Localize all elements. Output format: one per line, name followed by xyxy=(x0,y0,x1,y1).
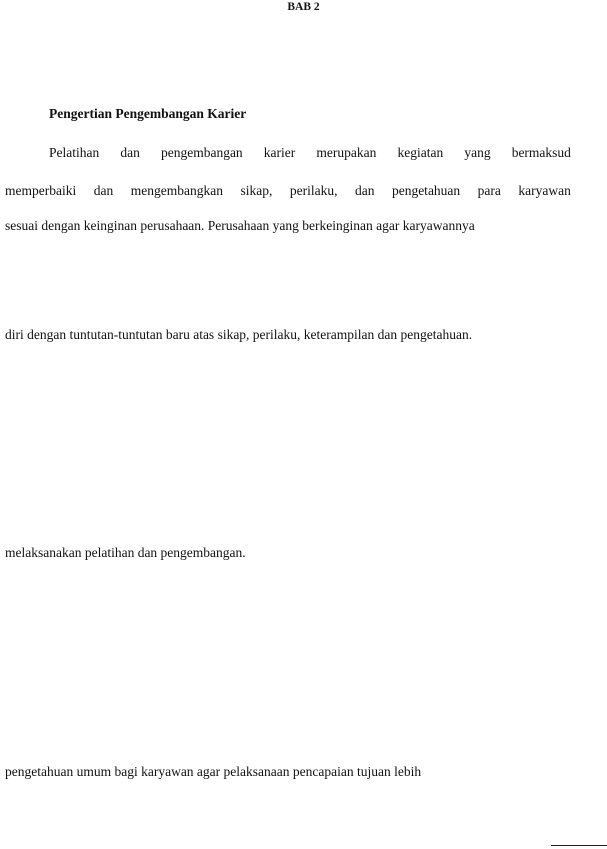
word: pengembangan xyxy=(160,145,243,160)
word: para xyxy=(477,183,501,198)
chapter-label: BAB 2 xyxy=(287,1,320,13)
word: memperbaiki xyxy=(5,183,77,198)
word: merupakan xyxy=(316,145,377,160)
word: pengetahuan xyxy=(391,183,461,198)
word: karier xyxy=(263,145,296,160)
word: bermaksud xyxy=(511,145,571,160)
word: kegiatan xyxy=(397,145,444,160)
word: perilaku, xyxy=(289,183,338,198)
paragraph-line-2 xyxy=(5,183,571,199)
word: karyawan xyxy=(518,183,571,198)
fragment-line-3: pengetahuan umum bagi karyawan agar pelaksanaan pencapaian tujuan lebih xyxy=(5,764,422,779)
footnote-rule xyxy=(551,845,607,846)
word: dan xyxy=(93,183,114,198)
fragment-line-1: diri dengan tuntutan-tuntutan baru atas sikap, perilaku, keterampilan dan pengetahuan. xyxy=(5,327,473,342)
word: sikap, xyxy=(240,183,273,198)
word: Pelatihan xyxy=(49,145,100,160)
word: yang xyxy=(464,145,491,160)
word: mengembangkan xyxy=(130,183,223,198)
paragraph-line-1 xyxy=(49,145,571,161)
section-heading: Pengertian Pengembangan Karier xyxy=(49,106,247,121)
word: dan xyxy=(120,145,140,160)
fragment-line-2: melaksanakan pelatihan dan pengembangan. xyxy=(5,545,246,560)
word: dan xyxy=(354,183,375,198)
paragraph-line-3: sesuai dengan keinginan perusahaan. Perusahaan yang berkeinginan agar karyawannya xyxy=(5,218,475,233)
